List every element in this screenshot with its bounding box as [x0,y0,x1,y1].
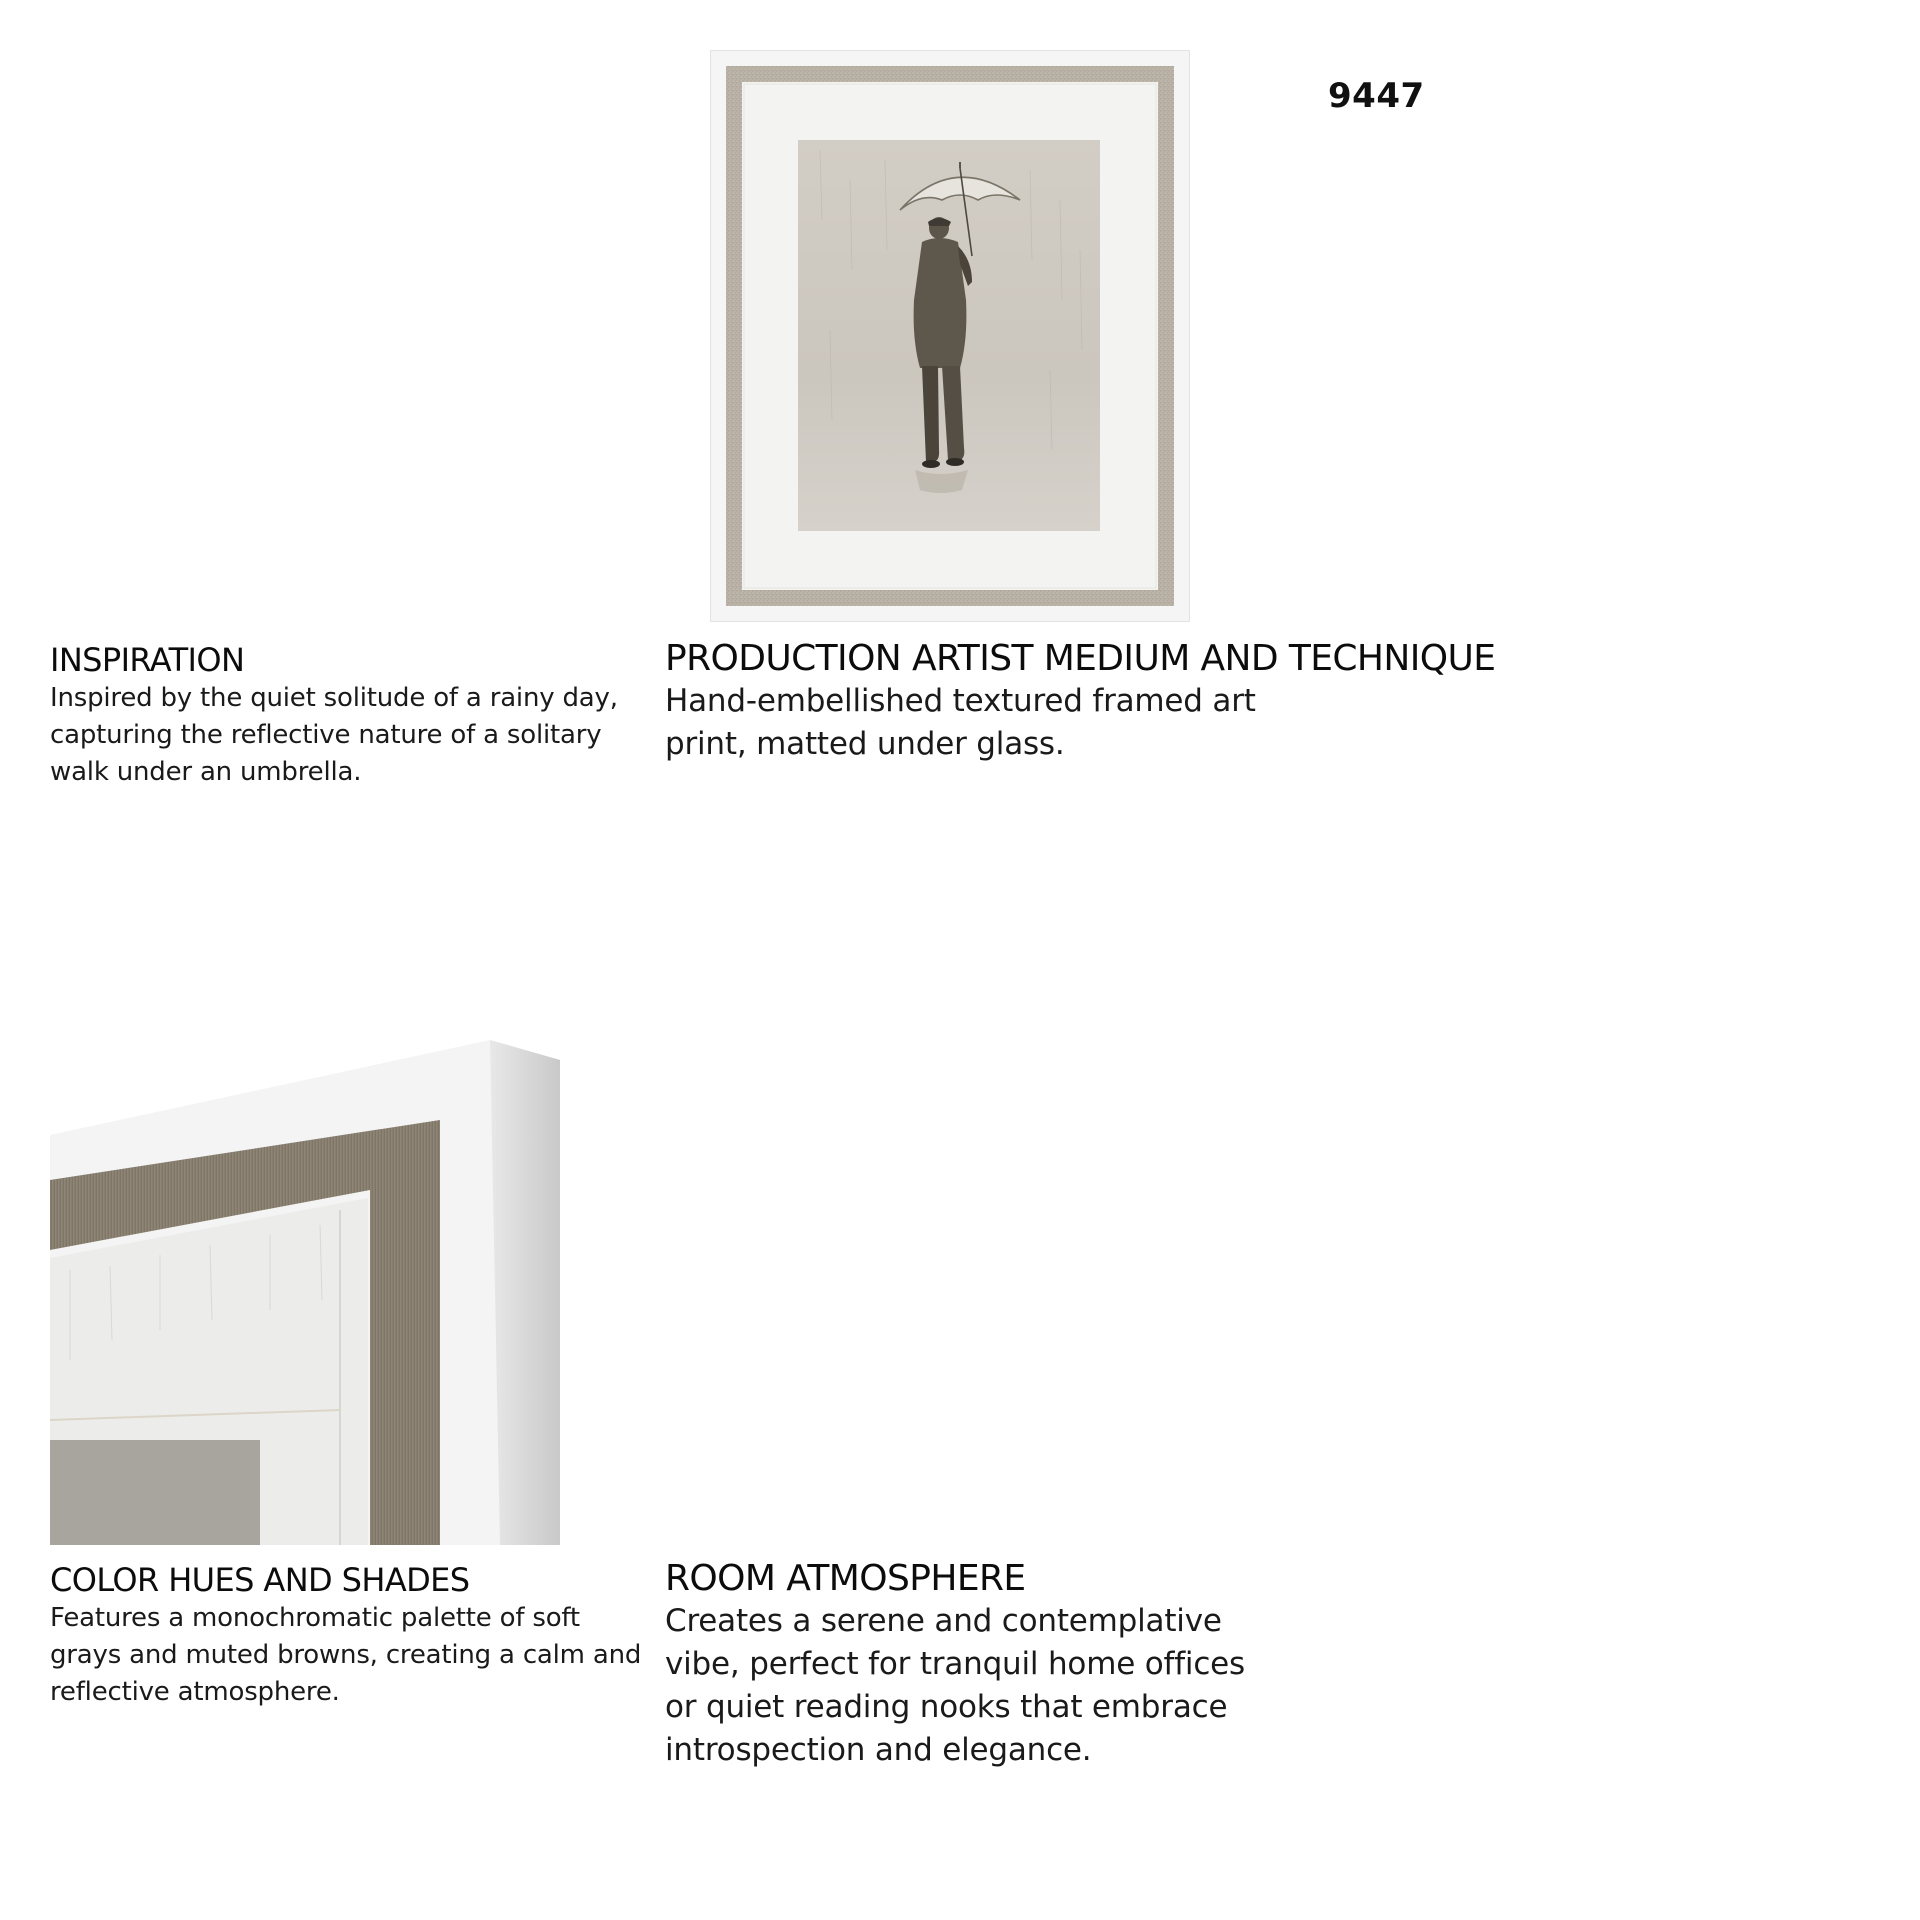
color-body: Features a monochromatic palette of soft grays and muted browns, creating a calm and reflective atmosphere. [50,1603,642,1707]
inspiration-title: INSPIRATION [50,641,245,679]
print-corner [50,1440,260,1545]
color-title: COLOR HUES AND SHADES [50,1561,470,1599]
production-body: Hand-embellished textured framed art print, matted under glass. [665,683,1256,762]
production-title: PRODUCTION ARTIST MEDIUM AND TECHNIQUE [665,638,1496,679]
frame-corner-image [50,1040,560,1545]
product-number: 9447 [1328,76,1425,116]
inspiration-body: Inspired by the quiet solitude of a rainy day, capturing the reflective nature of a solitary walk under an umbrella. [50,683,618,787]
artwork-image [710,50,1190,622]
room-section [665,1558,1285,1772]
color-section [50,1560,650,1711]
room-title: ROOM ATMOSPHERE [665,1558,1026,1599]
room-body: Creates a serene and contemplative vibe, perfect for tranquil home offices or quiet reading nooks that embrace introspection and elegance. [665,1603,1245,1768]
production-section [665,638,1815,766]
inspiration-section [50,640,630,791]
